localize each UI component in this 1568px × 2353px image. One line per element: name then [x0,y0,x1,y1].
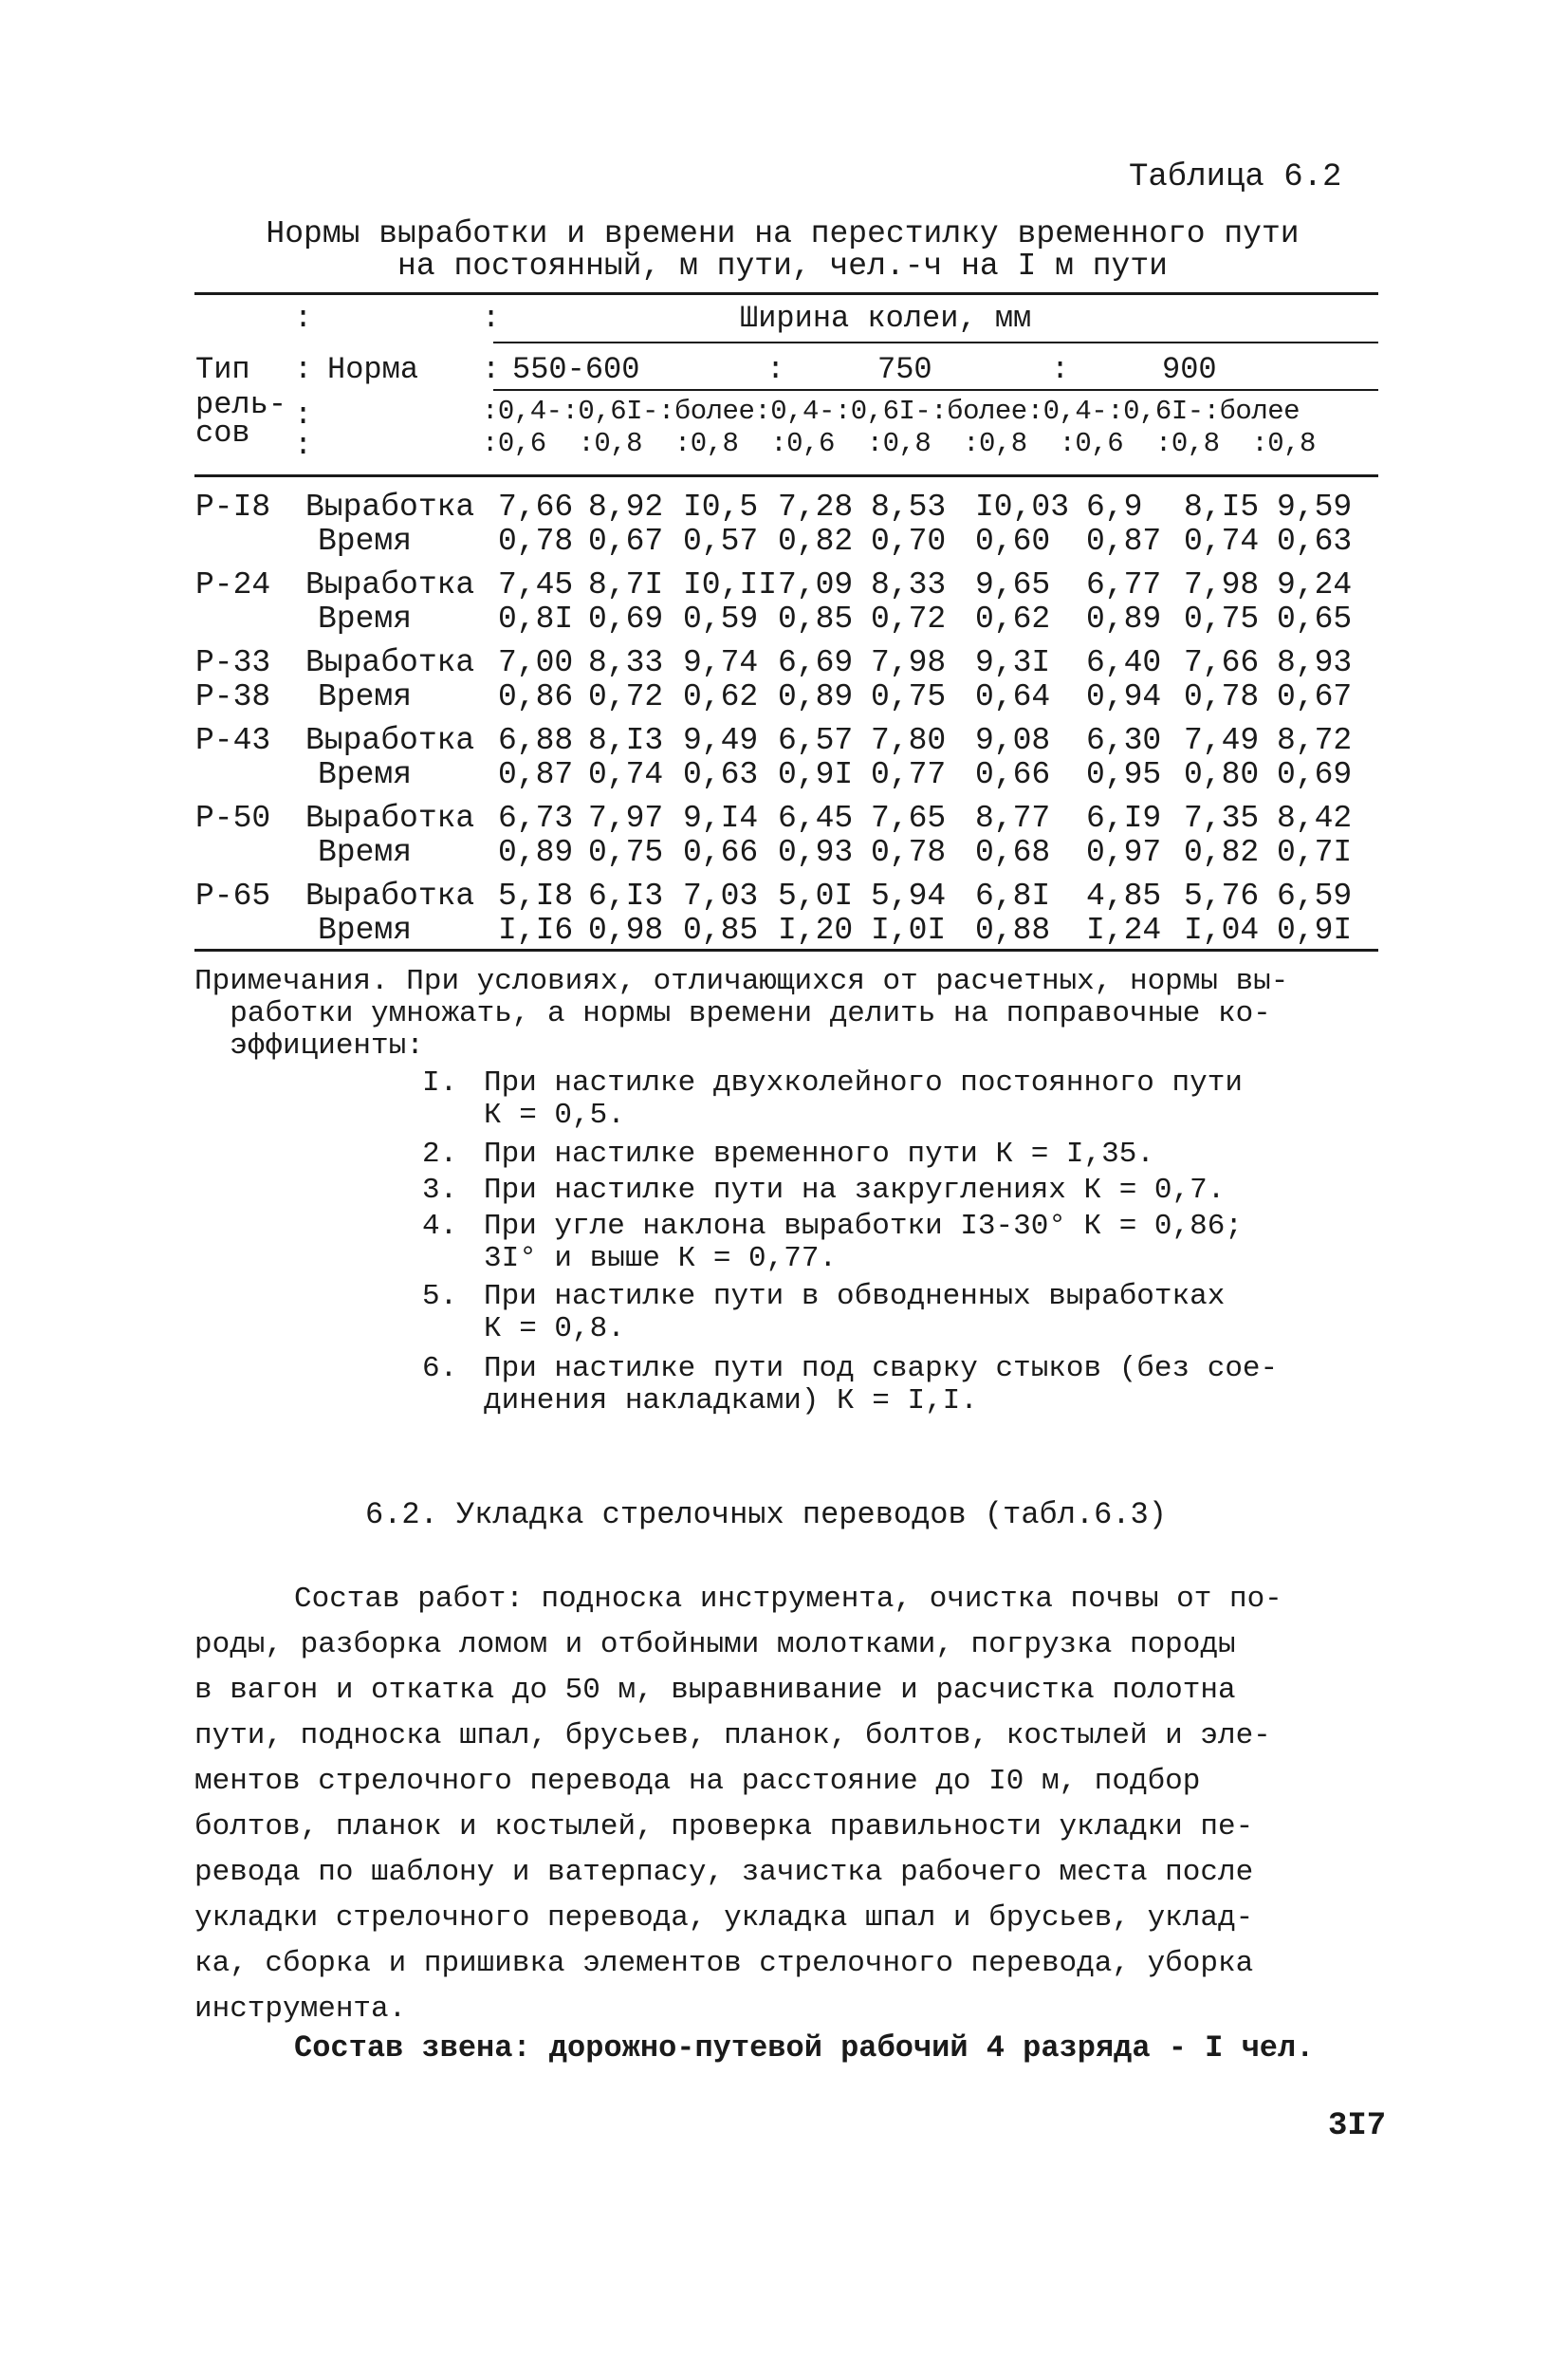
paragraph-line: ревода по шаблону и ватерпасу, зачистка рабочего места после [194,1856,1254,1889]
note-item-text: При настилке пути на закруглениях К = 0,7. [484,1174,1226,1207]
norm-output-label: Выработка [305,801,475,836]
time-value: 0,67 [1277,679,1353,714]
output-value: 8,7I [588,567,664,602]
output-value: 6,73 [498,801,574,836]
norm-output-label: Выработка [305,645,475,680]
output-value: 7,49 [1184,723,1260,758]
output-value: 7,03 [683,879,759,914]
rail-type: Р-38 [195,679,271,714]
time-value: 0,60 [975,524,1051,559]
time-value: 0,78 [871,835,947,870]
output-value: 7,35 [1184,801,1260,836]
output-value: 8,92 [588,490,664,525]
time-value: 0,72 [588,679,664,714]
header-separator: : [482,301,501,336]
norm-output-label: Выработка [305,567,475,602]
time-value: 0,63 [683,757,759,792]
time-value: 0,86 [498,679,574,714]
rail-type: Р-I8 [195,490,271,525]
paragraph-line: Состав работ: подноска инструмента, очистка почвы от по- [294,1583,1282,1616]
header-separator: : [294,301,313,336]
note-item-text: При угле наклона выработки I3-30° К = 0,86; [484,1210,1243,1243]
header-subrange-line-1: :0,4-:0,6I-:более:0,4-:0,6I-:более:0,4-:0,6I-:более [482,396,1301,427]
norm-time-label: Время [318,757,413,792]
rail-type: Р-50 [195,801,271,836]
norm-output-label: Выработка [305,490,475,525]
note-item-text: К = 0,5. [484,1099,625,1132]
time-value: I,I6 [498,913,574,948]
time-value: 0,89 [1086,602,1162,637]
paragraph-line: укладки стрелочного перевода, укладка шпал и брусьев, уклад- [194,1901,1254,1935]
notes-line-1: Примечания. При условиях, отличающихся от расчетных, нормы вы- [194,965,1289,998]
norm-time-label: Время [318,679,413,714]
output-value: 7,66 [498,490,574,525]
header-separator: : [1051,352,1070,387]
output-value: 7,80 [871,723,947,758]
output-value: 6,I3 [588,879,664,914]
output-value: 6,I9 [1086,801,1162,836]
output-value: 8,53 [871,490,947,525]
output-value: 5,76 [1184,879,1260,914]
output-value: 9,49 [683,723,759,758]
norm-time-label: Время [318,913,413,948]
time-value: 0,89 [498,835,574,870]
header-rail-type-line-1: Тип [195,352,250,387]
time-value: 0,88 [975,913,1051,948]
time-value: 0,62 [683,679,759,714]
crew-line: Состав звена: дорожно-путевой рабочий 4 разряда - I чел. [294,2030,1315,2066]
rail-type: Р-65 [195,879,271,914]
output-value: 5,I8 [498,879,574,914]
time-value: 0,59 [683,602,759,637]
output-value: 9,59 [1277,490,1353,525]
note-item-text: При настилке временного пути К = I,35. [484,1138,1154,1171]
time-value: 0,64 [975,679,1051,714]
time-value: 0,7I [1277,835,1353,870]
output-value: I0,II [683,567,778,602]
table-title-line-2: на постоянный, м пути, чел.-ч на I м пути [397,249,1168,284]
note-item-number: 5. [422,1280,458,1313]
notes-line-2: работки умножать, а нормы времени делить на поправочные ко- [194,997,1271,1030]
output-value: 6,69 [778,645,854,680]
time-value: 0,85 [778,602,854,637]
time-value: I,24 [1086,913,1162,948]
header-separator: : [294,398,313,433]
time-value: 0,87 [1086,524,1162,559]
output-value: I0,5 [683,490,759,525]
output-value: 7,98 [1184,567,1260,602]
paragraph-line: в вагон и откатка до 50 м, выравнивание и расчистка полотна [194,1674,1236,1707]
output-value: 7,97 [588,801,664,836]
output-value: 7,00 [498,645,574,680]
rail-type: Р-33 [195,645,271,680]
note-item-number: 4. [422,1210,458,1243]
output-value: 8,42 [1277,801,1353,836]
output-value: 7,45 [498,567,574,602]
output-value: 5,94 [871,879,947,914]
output-value: 8,77 [975,801,1051,836]
header-rail-type-line-2: рель- [195,387,287,422]
output-value: I0,03 [975,490,1070,525]
note-item-text: К = 0,8. [484,1312,625,1345]
time-value: 0,8I [498,602,574,637]
header-separator: : [294,428,313,463]
output-value: 7,28 [778,490,854,525]
norm-time-label: Время [318,835,413,870]
paragraph-line: ка, сборка и пришивка элементов стрелочного перевода, уборка [194,1947,1254,1980]
output-value: 8,I3 [588,723,664,758]
note-item-text: динения накладками) К = I,I. [484,1384,978,1417]
time-value: 0,75 [588,835,664,870]
time-value: I,20 [778,913,854,948]
output-value: 8,72 [1277,723,1353,758]
norm-output-label: Выработка [305,879,475,914]
time-value: 0,9I [1277,913,1353,948]
header-subrange-line-2: :0,6 :0,8 :0,8 :0,6 :0,8 :0,8 :0,6 :0,8 :0,8 [482,428,1316,459]
notes-line-3: эффициенты: [194,1029,424,1063]
paragraph-line: ментов стрелочного перевода на расстояние до I0 м, подбор [194,1765,1201,1798]
time-value: 0,69 [588,602,664,637]
time-value: 0,85 [683,913,759,948]
paragraph-line: роды, разборка ломом и отбойными молотками, погрузка породы [194,1628,1236,1661]
note-item-number: 2. [422,1138,458,1171]
output-value: 5,0I [778,879,854,914]
table-top-rule [194,292,1378,295]
output-value: 9,74 [683,645,759,680]
note-item-text: При настилке пути в обводненных выработках [484,1280,1226,1313]
time-value: 0,82 [778,524,854,559]
time-value: 0,74 [588,757,664,792]
note-item-number: 6. [422,1352,458,1385]
time-value: 0,75 [871,679,947,714]
table-label: Таблица 6.2 [1129,159,1342,195]
time-value: 0,65 [1277,602,1353,637]
note-item-text: 3I° и выше К = 0,77. [484,1242,838,1275]
header-gauge-group: 900 [1162,352,1217,387]
time-value: 0,94 [1086,679,1162,714]
header-gauge-group: 750 [877,352,932,387]
paragraph-line: болтов, планок и костылей, проверка правильности укладки пе- [194,1810,1254,1843]
header-gauge-title: Ширина колеи, мм [740,301,1032,336]
output-value: 8,33 [871,567,947,602]
output-value: 9,24 [1277,567,1353,602]
rail-type: Р-24 [195,567,271,602]
header-separator: : [766,352,785,387]
time-value: 0,68 [975,835,1051,870]
time-value: 0,80 [1184,757,1260,792]
output-value: 8,I5 [1184,490,1260,525]
time-value: I,04 [1184,913,1260,948]
paragraph-line: инструмента. [194,1992,407,2026]
time-value: 0,62 [975,602,1051,637]
time-value: 0,66 [683,835,759,870]
output-value: 7,09 [778,567,854,602]
norm-time-label: Время [318,524,413,559]
output-value: 8,93 [1277,645,1353,680]
output-value: 9,08 [975,723,1051,758]
paragraph-line: пути, подноска шпал, брусьев, планок, болтов, костылей и эле- [194,1719,1271,1752]
rail-type: Р-43 [195,723,271,758]
output-value: 6,88 [498,723,574,758]
time-value: 0,57 [683,524,759,559]
output-value: 6,45 [778,801,854,836]
output-value: 7,65 [871,801,947,836]
time-value: 0,77 [871,757,947,792]
output-value: 6,9 [1086,490,1143,525]
time-value: 0,78 [1184,679,1260,714]
header-norm: Норма [327,352,419,387]
gauge-title-rule [493,342,1378,343]
output-value: 7,66 [1184,645,1260,680]
time-value: 0,63 [1277,524,1353,559]
output-value: 8,33 [588,645,664,680]
time-value: 0,9I [778,757,854,792]
header-gauge-group: 550-600 [512,352,640,387]
time-value: 0,69 [1277,757,1353,792]
section-heading: 6.2. Укладка стрелочных переводов (табл.6.3) [365,1497,1167,1532]
output-value: 6,30 [1086,723,1162,758]
note-item-number: I. [422,1066,458,1100]
time-value: 0,67 [588,524,664,559]
time-value: 0,89 [778,679,854,714]
time-value: 0,82 [1184,835,1260,870]
time-value: 0,93 [778,835,854,870]
norm-time-label: Время [318,602,413,637]
time-value: 0,98 [588,913,664,948]
note-item-text: При настилке двухколейного постоянного пути [484,1066,1243,1100]
time-value: 0,66 [975,757,1051,792]
header-separator: : [482,352,501,387]
note-item-number: 3. [422,1174,458,1207]
output-value: 9,I4 [683,801,759,836]
time-value: 0,95 [1086,757,1162,792]
output-value: 9,65 [975,567,1051,602]
time-value: 0,74 [1184,524,1260,559]
header-bottom-rule [194,474,1378,477]
output-value: 7,98 [871,645,947,680]
header-rail-type-line-3: сов [195,416,250,451]
time-value: 0,97 [1086,835,1162,870]
time-value: 0,87 [498,757,574,792]
output-value: 4,85 [1086,879,1162,914]
table-title-line-1: Нормы выработки и времени на перестилку временного пути [266,216,1300,251]
time-value: 0,70 [871,524,947,559]
norm-output-label: Выработка [305,723,475,758]
page-number: 3I7 [1328,2108,1387,2144]
output-value: 6,59 [1277,879,1353,914]
output-value: 6,8I [975,879,1051,914]
output-value: 6,77 [1086,567,1162,602]
output-value: 6,40 [1086,645,1162,680]
output-value: 6,57 [778,723,854,758]
output-value: 9,3I [975,645,1051,680]
time-value: 0,78 [498,524,574,559]
time-value: 0,75 [1184,602,1260,637]
note-item-text: При настилке пути под сварку стыков (без сое- [484,1352,1279,1385]
time-value: 0,72 [871,602,947,637]
time-value: I,0I [871,913,947,948]
gauge-group-rule [493,389,1378,391]
header-separator: : [294,352,313,387]
